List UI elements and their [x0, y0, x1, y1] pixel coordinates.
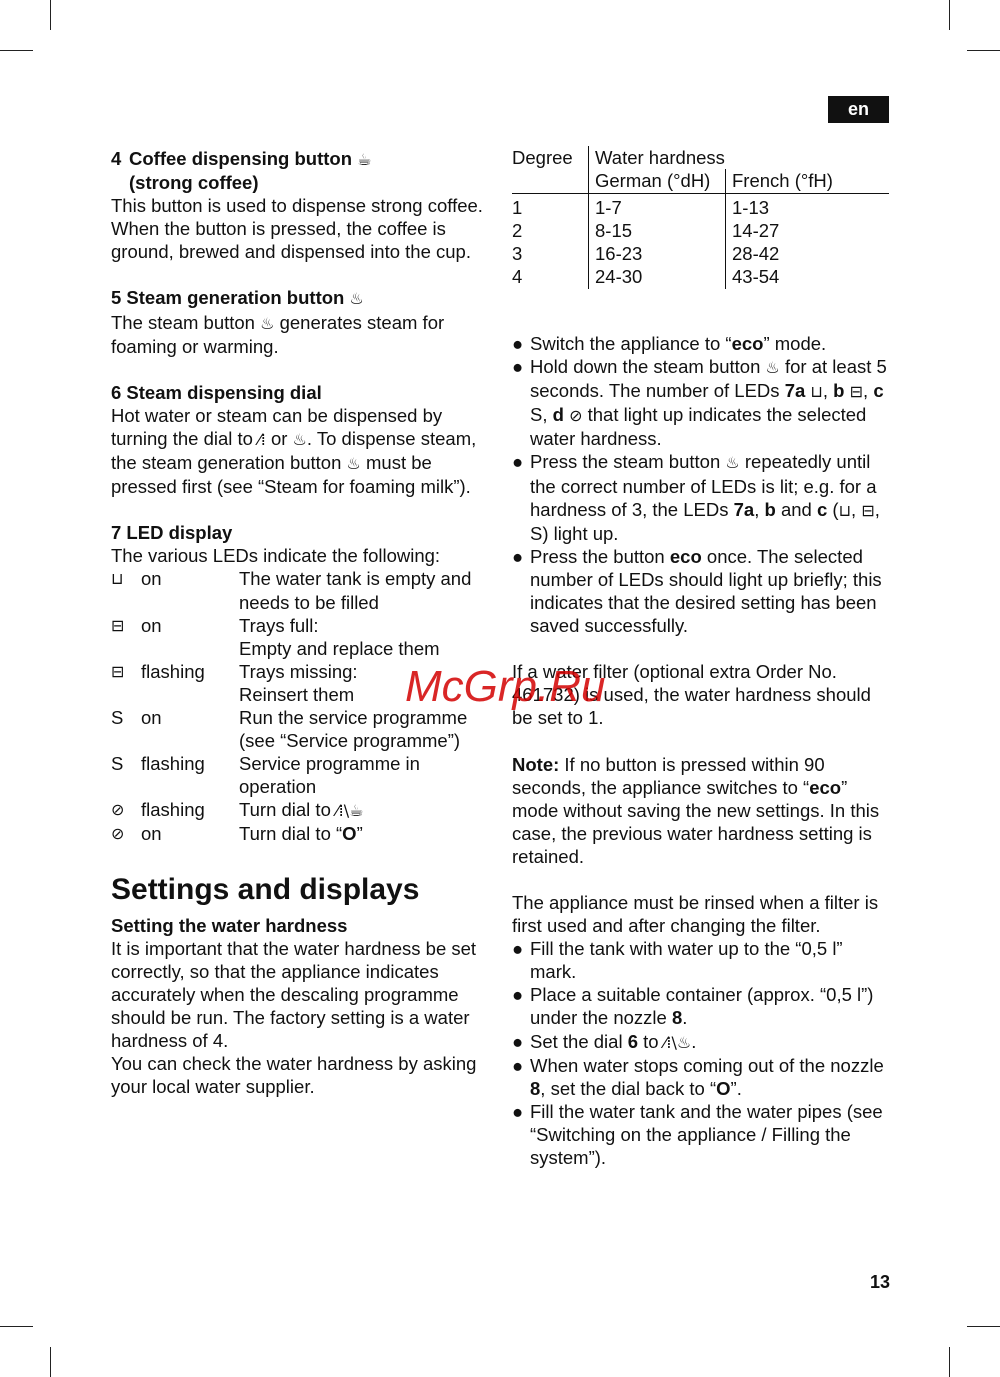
watermark: McGrp.Ru: [405, 662, 606, 711]
led-description: Trays full: Empty and replace them: [239, 614, 440, 659]
table-cell: 2: [512, 219, 589, 242]
list-item: ● Set the dial 6 to ⁄⁞\♨.: [512, 1030, 697, 1052]
steam-icon: ♨: [725, 453, 740, 473]
steam-icon: ♨: [765, 358, 780, 378]
off-symbol: O: [342, 823, 357, 845]
steam-icon: ♨: [349, 289, 364, 309]
language-tab: en: [828, 96, 889, 123]
list-item: ● Place a suitable container (approx. “0,5 l”) under the nozzle 8.: [512, 984, 874, 1029]
list-item: ● Press the button eco once. The selected number of LEDs should light up briefly; this indicates that the desired setting has been saved successfully.: [512, 545, 882, 637]
crop-mark: [949, 0, 950, 30]
paragraph: Hot water or steam can be dispensed by turning the dial to ⁄⁞ or ♨. To dispense steam, the steam generation button ♨ must be pressed first (see “Steam for foaming milk”).: [111, 404, 477, 498]
list-item: ● Hold down the steam button ♨ for at least 5 seconds. The number of LEDs 7a ⊔, b ⊟, c S, d ⊘ that light up indicates the selected water hardness.: [512, 356, 887, 450]
water-tank-icon: ⊔: [838, 500, 852, 520]
paragraph: This button is used to dispense strong coffee.: [111, 195, 483, 217]
table-header: Degree: [512, 146, 589, 169]
tray-icon: ⊟: [111, 661, 125, 681]
led-state: flashing: [141, 660, 205, 682]
led-state: on: [141, 823, 162, 845]
descale-icon: ⊘: [111, 824, 125, 844]
paragraph: It is important that the water hardness be set correctly, so that the appliance indicates accurately when the descaling programme should be run. The factory setting is a water hardness of 4.: [111, 937, 477, 1051]
water-tank-icon: ⊔: [111, 569, 124, 589]
section-title: 5 Steam generation button: [111, 287, 345, 309]
steam-icon: ♨: [260, 313, 275, 333]
led-state: flashing: [141, 753, 205, 775]
crop-mark: [50, 1347, 51, 1377]
table-cell: 4: [512, 265, 589, 288]
crop-mark: [0, 50, 33, 51]
table-header: French (°fH): [726, 169, 890, 194]
table-cell: 1-7: [589, 194, 726, 220]
paragraph: You can check the water hardness by asking your local water supplier.: [111, 1053, 477, 1098]
section-number: 4: [111, 148, 122, 169]
led-description: Service programme in operation: [239, 753, 420, 798]
service-icon: S: [111, 706, 124, 728]
water-hardness-table: [512, 146, 889, 289]
led-row: [111, 752, 491, 798]
tray-icon: ⊟: [861, 500, 875, 520]
list-item: ● Switch the appliance to “eco” mode.: [512, 333, 827, 354]
table-cell: 14-27: [732, 220, 780, 242]
paragraph: The various LEDs indicate the following:: [111, 545, 441, 567]
led-row: [111, 798, 491, 822]
table-row: [512, 194, 889, 220]
left-column: [111, 147, 491, 1098]
led-description: Run the service programme (see “Service programme”): [239, 706, 468, 752]
table-cell: 28-42: [732, 243, 780, 265]
section-4-heading: [111, 147, 491, 171]
table-row: [512, 219, 889, 242]
led-description: Turn dial to ⁄⁞\☕: [239, 799, 364, 821]
section-7-heading: 7 LED display: [111, 522, 233, 544]
paragraph: If a water filter (optional extra Order No. 461732) is used, the water hardness should be set to 1.: [512, 661, 871, 729]
note-paragraph: Note: If no button is pressed within 90 seconds, the appliance switches to “eco” mode without saving the new settings. In this case, the previous water hardness setting is retained.: [512, 753, 880, 867]
led-row: [111, 822, 491, 845]
led-row: [111, 614, 491, 660]
service-icon: S: [530, 522, 543, 544]
subheading: Setting the water hardness: [111, 914, 348, 936]
table-header: Water hardness: [595, 147, 725, 168]
led-state: flashing: [141, 799, 205, 821]
tray-icon: ⊟: [849, 382, 864, 402]
dial-position-icon: ⁄⁞\☕: [336, 801, 364, 821]
section-title: Coffee dispensing button: [129, 148, 353, 169]
steam-icon: ♨: [346, 454, 361, 474]
led-state: on: [141, 614, 162, 636]
descale-icon: ⊘: [111, 800, 125, 820]
section-6-heading: 6 Steam dispensing dial: [111, 381, 322, 403]
table-cell: 1-13: [732, 197, 770, 219]
crop-mark: [967, 50, 1000, 51]
led-description: Turn dial to “O”: [239, 823, 363, 845]
crop-mark: [949, 1347, 950, 1377]
list-item: ● Press the steam button ♨ repeatedly until the correct number of LEDs is lit; e.g. for a hardness of 3, the LEDs 7a, b and c (⊔, ⊟, S) light up.: [512, 451, 880, 544]
table-cell: 3: [512, 242, 589, 265]
table-cell: 24-30: [589, 265, 726, 288]
hot-water-icon: ⁄⁞: [258, 429, 266, 449]
led-description: The water tank is empty and needs to be filled: [239, 568, 472, 613]
table-cell: 16-23: [589, 242, 726, 265]
crop-mark: [50, 0, 51, 30]
crop-mark: [0, 1326, 33, 1327]
page-number: 13: [869, 1272, 890, 1292]
table-header: German (°dH): [589, 169, 726, 194]
descale-icon: ⊘: [569, 406, 583, 426]
water-tank-icon: ⊔: [810, 382, 823, 402]
crop-mark: [967, 1326, 1000, 1327]
dial-position-icon: ⁄⁞\♨: [663, 1032, 692, 1052]
service-icon: S: [111, 753, 124, 775]
table-row: [512, 242, 889, 265]
right-column: [512, 332, 892, 1169]
paragraph: The appliance must be rinsed when a filter is first used and after changing the filter.: [512, 891, 879, 937]
table-cell: 43-54: [732, 266, 780, 288]
service-icon: S: [530, 404, 543, 426]
list-item: ● When water stops coming out of the nozzle 8, set the dial back to “O”.: [512, 1054, 884, 1099]
paragraph: The steam button ♨ generates steam for foaming or warming.: [111, 311, 445, 357]
led-row: [111, 706, 491, 752]
list-item: ● Fill the water tank and the water pipes (see “Switching on the appliance / Filling the system”).: [512, 1100, 883, 1168]
led-state: on: [141, 706, 162, 728]
table-cell: 8-15: [589, 219, 726, 242]
page-heading: Settings and displays: [111, 872, 420, 906]
led-row: [111, 567, 491, 613]
section-4-subtitle: (strong coffee): [129, 172, 259, 194]
table-row: [512, 265, 889, 288]
steam-icon: ♨: [292, 429, 307, 449]
list-item: ● Fill the tank with water up to the “0,5 l” mark.: [512, 938, 843, 983]
strong-coffee-icon: ☕: [357, 150, 372, 169]
section-5-heading: [111, 286, 491, 310]
paragraph: When the button is pressed, the coffee is ground, brewed and dispensed into the cup.: [111, 218, 471, 263]
table-cell: 1: [512, 194, 589, 220]
table-cell: [512, 169, 589, 194]
led-description: Trays missing: Reinsert them: [239, 660, 358, 705]
led-state: on: [141, 568, 162, 590]
tray-icon: ⊟: [111, 615, 125, 635]
